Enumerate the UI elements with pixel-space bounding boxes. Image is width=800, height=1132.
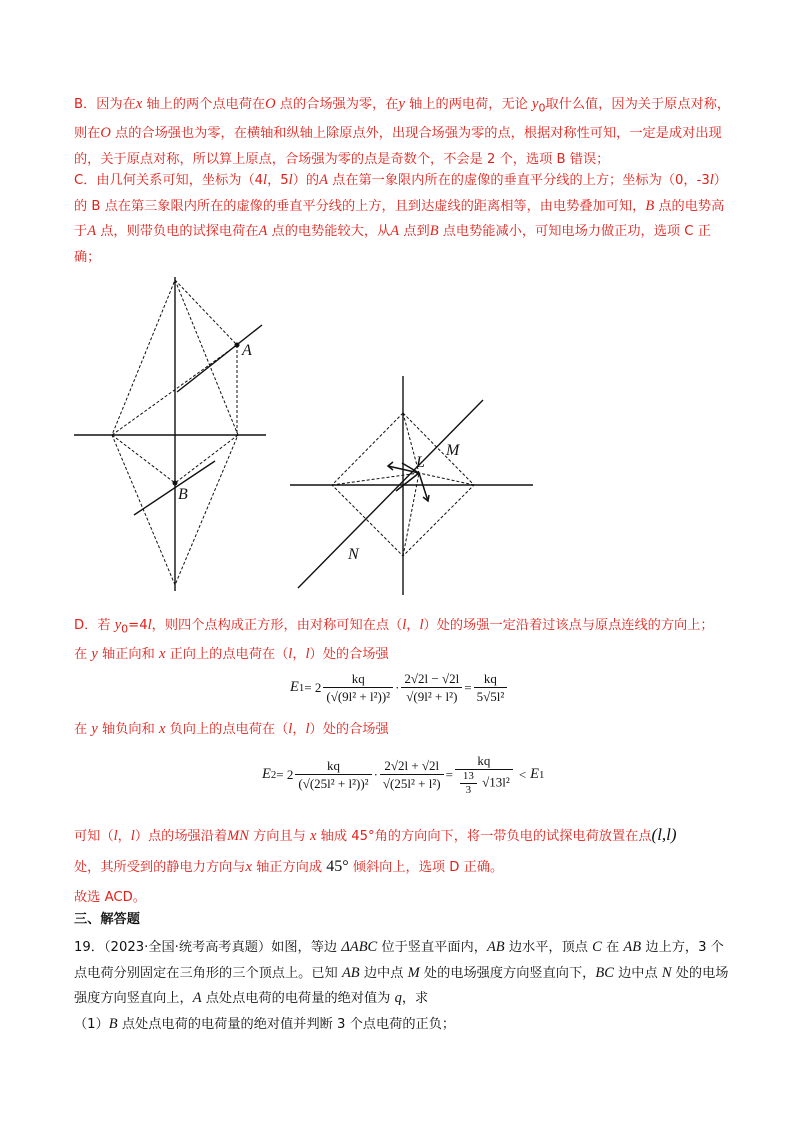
square-diagram	[288, 373, 538, 598]
option-b-paragraph: B．因为在x 轴上的两个点电荷在O 点的合场强为零，在y 轴上的两电荷，无论 $y_0$取什么值，因为关于原点对称，则在O 点的合场强也为零，在横轴和纵轴上除原点外，出现合场强为零的点，根据对称性可知，一定是成对出现的，关于原点对称，所以算上原点，合场强为零的点是奇数个，不会是 2 个，选项 B 错误；	[74, 96, 731, 167]
e2-fraction-3: kq $\frac{13}{3}$ √13l²	[455, 752, 513, 797]
equation-e1: E 1 = 2 $\frac{kq}{\text{(√(9l² + l²))²}}$ · $\frac{2√2l - √2l}{\text{√(9l² + l²)}}$ = $\frac{kq}{\text{5√5l²}}$	[290, 670, 509, 705]
section-header: 三、解答题	[74, 912, 140, 927]
dash-b-right	[175, 435, 238, 483]
kite-diagram	[72, 275, 272, 600]
equation-e2: E 2 = 2 $\frac{kq}{\text{(√(25l² + l²))²}}$ · $\frac{2√2l + √2l}{\text{√(25l² + l²)}}$ = kq $\frac{13}{3}$ √13l² < E 1	[262, 753, 545, 796]
option-d-line3: 在 y 轴负向和 x 负向上的点电荷在（l，l）处的合场强	[74, 721, 389, 737]
dash-b-left	[112, 435, 175, 483]
e1-fraction-3: $\frac{kq}{\text{5√5l²}}$	[474, 670, 508, 705]
option-d-paragraph: D．若 $y_0=4l$，则四个点构成正方形，由对称可知在点（l，l）处的场强一定沿着过该点与原点连线的方向上； 在 y 轴正向和 x 正向上的点电荷在（l，l）处的合场强	[74, 617, 714, 663]
point-a	[235, 343, 240, 348]
arrow-3	[396, 473, 419, 491]
mn-line	[298, 400, 483, 588]
dash-top-a	[175, 280, 237, 345]
label-m: M	[446, 442, 460, 459]
e1-fraction-1: $\frac{kq}{\text{(√(9l² + l²))²}}$	[323, 670, 393, 705]
option-c-paragraph: C．由几何关系可知，坐标为（4l，5l）的A 点在第一象限内所在的虚像的垂直平分线的上方；坐标为（0，-3l）的 B 点在第三象限内所在的虚像的垂直平分线的上方，且到达虚线的距离相等，由电势叠加可知，B 点的电势高于A 点，则带负电的试探电荷在A 点的电势能较大，从A 点到B 点电势能减小，可知电场力做正功，选项 C 正确；	[74, 172, 727, 265]
conclusion-paragraph: 可知（l，l）点的场强沿着MN 方向且与 x 轴成 45°角的方向向下，将一带负电的试探电荷放置在点(l,l) 处，其所受到的静电力方向与x 轴正方向成 45° 倾斜向上，选项 D 正确。 故选 ACD。	[74, 825, 677, 905]
question-19: 19．（2023·全国·统考高考真题）如图，等边 ΔABC 位于竖直平面内，AB 边水平，顶点 C 在 AB 边上方，3 个点电荷分别固定在三角形的三个顶点上。已知 AB 边中点 M 处的电场强度方向竖直向下，BC 边中点 N 处的电场强度方向竖直向上，A 点处点电荷的电荷量的绝对值为 q，求 （1）B 点处点电荷的电荷量的绝对值并判断 3 个点电荷的正负；	[74, 939, 729, 1032]
e2-fraction-1: $\frac{kq}{\text{(√(25l² + l²))²}}$	[295, 757, 371, 792]
dash-l2	[419, 473, 474, 485]
label-l: L	[416, 454, 425, 471]
e2-fraction-2: $\frac{2√2l + √2l}{\text{√(25l² + l²)}}$	[380, 757, 444, 792]
label-a: A	[242, 342, 252, 359]
label-b: B	[178, 486, 188, 503]
label-n: N	[348, 546, 359, 563]
e2-inner-fraction: $\frac{13}{3}$	[460, 770, 477, 797]
point-b	[173, 481, 178, 486]
e1-fraction-2: $\frac{2√2l - √2l}{\text{√(9l² + l²)}}$	[401, 670, 462, 705]
